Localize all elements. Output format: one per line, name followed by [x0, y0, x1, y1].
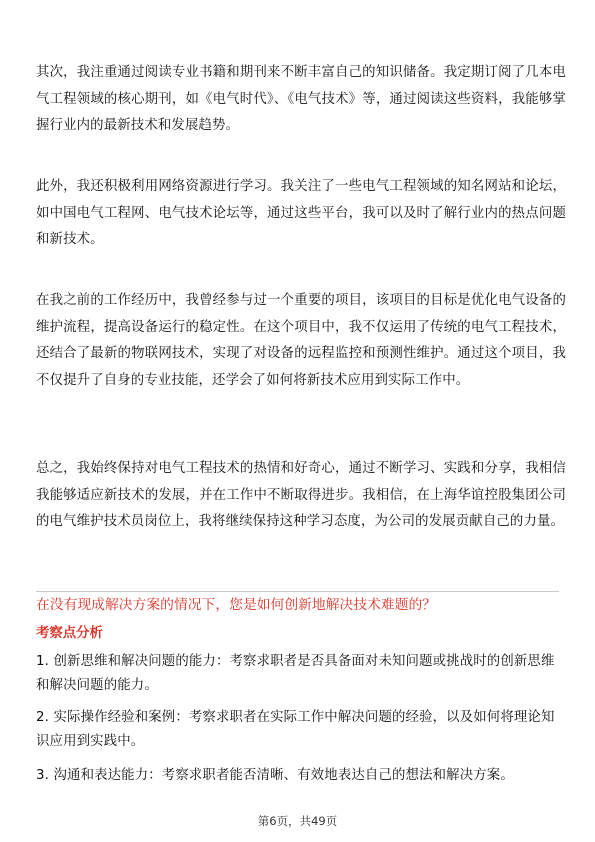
page-number: 第6页，共49页 [257, 814, 338, 828]
analysis-point: 3. 沟通和表达能力：考察求职者能否清晰、有效地表达自己的想法和解决方案。 [36, 768, 514, 783]
analysis-point: 2. 实际操作经验和案例：考察求职者在实际工作中解决问题的经验，以及如何将理论知识应用到实践中。 [36, 710, 555, 749]
interview-question: 在没有现成解决方案的情况下，您是如何创新地解决技术难题的？ [36, 597, 437, 613]
body-paragraph: 此外，我还积极利用网络资源进行学习。我关注了一些电气工程领域的知名网站和论坛，如中国电气工程网、电气技术论坛等，通过这些平台，我可以及时了解行业内的热点问题和新技术。 [36, 179, 566, 247]
analysis-point: 1. 创新思维和解决问题的能力：考察求职者是否具备面对未知问题或挑战时的创新思维和解决问题的能力。 [36, 654, 555, 693]
body-paragraph: 总之，我始终保持对电气工程技术的热情和好奇心，通过不断学习、实践和分享，我相信我能够适应新技术的发展，并在工作中不断取得进步。我相信，在上海华谊控股集团公司的电气维护技术员岗位上，我将继续保持这种学习态度，为公司的发展贡献自己的力量。 [36, 461, 566, 529]
body-paragraph: 在我之前的工作经历中，我曾经参与过一个重要的项目，该项目的目标是优化电气设备的维护流程，提高设备运行的稳定性。在这个项目中，我不仅运用了传统的电气工程技术，还结合了最新的物联网技术，实现了对设备的远程监控和预测性维护。通过这个项目，我不仅提升了自身的专业技能，还学会了如何将新技术应用到实际工作中。 [36, 293, 566, 388]
section-divider [36, 591, 559, 592]
body-paragraph: 其次，我注重通过阅读专业书籍和期刊来不断丰富自己的知识储备。我定期订阅了几本电气工程领域的核心期刊，如《电气时代》、《电气技术》等，通过阅读这些资料，我能够掌握行业内的最新技术和发展趋势。 [36, 65, 566, 133]
analysis-heading: 考察点分析 [36, 626, 103, 641]
